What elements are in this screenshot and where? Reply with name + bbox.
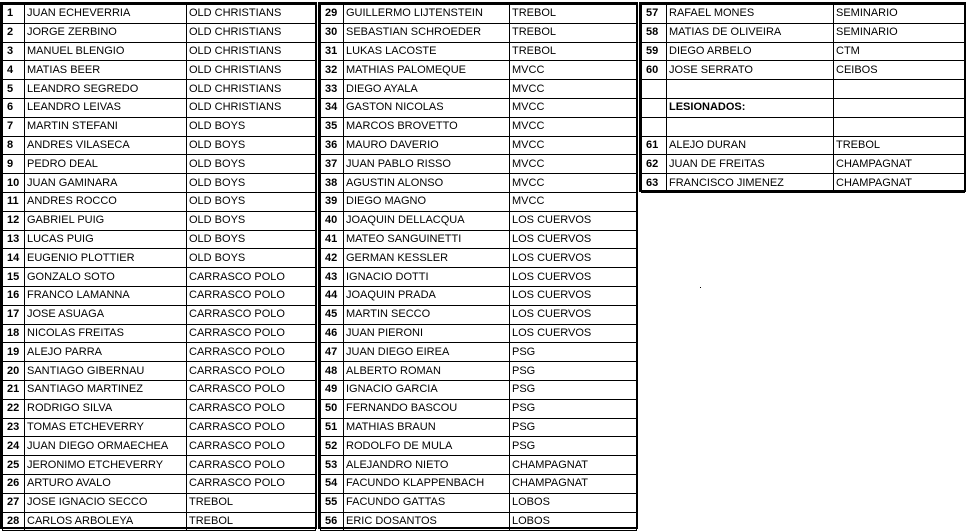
player-club: CHAMPAGNAT (834, 155, 965, 174)
player-name: JOSE ASUAGA (25, 305, 187, 324)
table-row (642, 136, 965, 155)
roster-column-3 (639, 2, 966, 192)
player-club: MVCC (510, 155, 637, 174)
player-club: MVCC (510, 192, 637, 211)
player-name: JUAN GAMINARA (25, 174, 187, 193)
player-club: LOS CUERVOS (510, 286, 637, 305)
player-club: MVCC (510, 136, 637, 155)
player-name: SANTIAGO MARTINEZ (25, 380, 187, 399)
table-row (321, 268, 637, 287)
player-club: OLD BOYS (187, 155, 316, 174)
player-club: OLD CHRISTIANS (187, 5, 316, 24)
table-row (321, 474, 637, 493)
player-number: 16 (3, 286, 25, 305)
player-club: LOS CUERVOS (510, 211, 637, 230)
player-club: OLD BOYS (187, 230, 316, 249)
player-number: 34 (321, 98, 344, 117)
player-club: OLD CHRISTIANS (187, 98, 316, 117)
player-name: CARLOS ARBOLEYA (25, 512, 187, 531)
player-club: TREBOL (834, 136, 965, 155)
player-name: JOAQUIN PRADA (344, 286, 510, 305)
player-number: 26 (3, 474, 25, 493)
player-name: ALEJO PARRA (25, 343, 187, 362)
player-club: SEMINARIO (834, 5, 965, 24)
player-name: MARCOS BROVETTO (344, 117, 510, 136)
table-row (3, 174, 316, 193)
player-club: CARRASCO POLO (187, 305, 316, 324)
table-row (642, 23, 965, 42)
player-club: OLD BOYS (187, 249, 316, 268)
roster-column-1 (0, 2, 317, 529)
player-number: 12 (3, 211, 25, 230)
player-name: JUAN ECHEVERRIA (25, 5, 187, 24)
player-number: 3 (3, 42, 25, 61)
player-name: MATHIAS PALOMEQUE (344, 61, 510, 80)
player-name: FRANCO LAMANNA (25, 286, 187, 305)
player-club: CARRASCO POLO (187, 437, 316, 456)
player-number: 2 (3, 23, 25, 42)
player-club: CHAMPAGNAT (510, 456, 637, 475)
player-club: CHAMPAGNAT (834, 174, 965, 193)
player-name: JOSE IGNACIO SECCO (25, 493, 187, 512)
player-club: LOS CUERVOS (510, 305, 637, 324)
table-row (3, 286, 316, 305)
table-row (321, 437, 637, 456)
player-name: LUKAS LACOSTE (344, 42, 510, 61)
table-row (3, 324, 316, 343)
table-row (321, 136, 637, 155)
player-number: 44 (321, 286, 344, 305)
table-row (321, 117, 637, 136)
player-number: 48 (321, 362, 344, 381)
table-row (321, 249, 637, 268)
player-club: PSG (510, 437, 637, 456)
player-club: CARRASCO POLO (187, 456, 316, 475)
table-row (321, 512, 637, 531)
player-number: 59 (642, 42, 667, 61)
player-number: 37 (321, 155, 344, 174)
player-number: 13 (3, 230, 25, 249)
player-club: LOBOS (510, 512, 637, 531)
player-number: 51 (321, 418, 344, 437)
player-name: TOMAS ETCHEVERRY (25, 418, 187, 437)
blank-cell (667, 80, 834, 99)
player-club: LOS CUERVOS (510, 324, 637, 343)
table-row (3, 399, 316, 418)
table-row (321, 418, 637, 437)
injured-heading-row (642, 98, 965, 117)
player-number: 5 (3, 80, 25, 99)
roster-table-body (3, 5, 316, 531)
table-row (321, 493, 637, 512)
player-number: 7 (3, 117, 25, 136)
player-number: 20 (3, 362, 25, 381)
table-row (3, 61, 316, 80)
player-number: 39 (321, 192, 344, 211)
player-club: PSG (510, 362, 637, 381)
player-club: MVCC (510, 117, 637, 136)
player-number: 23 (3, 418, 25, 437)
table-row (3, 249, 316, 268)
player-name: LEANDRO LEIVAS (25, 98, 187, 117)
player-club: CARRASCO POLO (187, 343, 316, 362)
player-number: 10 (3, 174, 25, 193)
player-name: FERNANDO BASCOU (344, 399, 510, 418)
player-name: JUAN DIEGO EIREA (344, 343, 510, 362)
player-name: IGNACIO GARCIA (344, 380, 510, 399)
player-number: 38 (321, 174, 344, 193)
roster-table-2 (320, 4, 637, 531)
table-row (642, 42, 965, 61)
player-name: MARTIN STEFANI (25, 117, 187, 136)
player-name: MAURO DAVERIO (344, 136, 510, 155)
blank-row (642, 80, 965, 99)
player-name: MANUEL BLENGIO (25, 42, 187, 61)
player-number: 58 (642, 23, 667, 42)
table-row (321, 5, 637, 24)
player-name: MATEO SANGUINETTI (344, 230, 510, 249)
player-number: 55 (321, 493, 344, 512)
player-name: MATHIAS BRAUN (344, 418, 510, 437)
table-row (321, 305, 637, 324)
table-row (3, 192, 316, 211)
player-name: FRANCISCO JIMENEZ (667, 174, 834, 193)
player-name: LUCAS PUIG (25, 230, 187, 249)
table-row (321, 42, 637, 61)
blank-cell (642, 117, 667, 136)
blank-cell (834, 80, 965, 99)
player-number: 60 (642, 61, 667, 80)
player-club: MVCC (510, 80, 637, 99)
player-name: RODOLFO DE MULA (344, 437, 510, 456)
roster-table-1 (2, 4, 316, 531)
player-number: 1 (3, 5, 25, 24)
table-row (3, 117, 316, 136)
player-club: TREBOL (510, 42, 637, 61)
table-row (3, 380, 316, 399)
player-club: TREBOL (187, 512, 316, 531)
roster-table-body (642, 5, 965, 193)
player-name: JOAQUIN DELLACQUA (344, 211, 510, 230)
table-row (321, 324, 637, 343)
player-club: OLD CHRISTIANS (187, 61, 316, 80)
table-row (3, 155, 316, 174)
player-name: GABRIEL PUIG (25, 211, 187, 230)
player-club: CARRASCO POLO (187, 380, 316, 399)
table-row (321, 211, 637, 230)
player-number: 61 (642, 136, 667, 155)
table-row (3, 493, 316, 512)
table-row (3, 512, 316, 531)
player-club: TREBOL (510, 5, 637, 24)
player-club: MVCC (510, 174, 637, 193)
table-row (321, 286, 637, 305)
player-number: 35 (321, 117, 344, 136)
roster-table-body (321, 5, 637, 531)
player-number: 53 (321, 456, 344, 475)
player-name: MATIAS BEER (25, 61, 187, 80)
player-name: DIEGO ARBELO (667, 42, 834, 61)
table-row (3, 42, 316, 61)
player-name: ALEJANDRO NIETO (344, 456, 510, 475)
player-name: NICOLAS FREITAS (25, 324, 187, 343)
player-club: LOS CUERVOS (510, 249, 637, 268)
table-row (3, 305, 316, 324)
player-club: CARRASCO POLO (187, 268, 316, 287)
table-row (642, 61, 965, 80)
table-row (3, 343, 316, 362)
player-name: JUAN DE FREITAS (667, 155, 834, 174)
player-name: JERONIMO ETCHEVERRY (25, 456, 187, 475)
player-number: 22 (3, 399, 25, 418)
player-name: GUILLERMO LIJTENSTEIN (344, 5, 510, 24)
player-name: SEBASTIAN SCHROEDER (344, 23, 510, 42)
player-club: OLD CHRISTIANS (187, 42, 316, 61)
player-name: JUAN PABLO RISSO (344, 155, 510, 174)
player-number: 32 (321, 61, 344, 80)
table-row (3, 437, 316, 456)
player-name: EUGENIO PLOTTIER (25, 249, 187, 268)
player-name: MATIAS DE OLIVEIRA (667, 23, 834, 42)
blank-cell (834, 117, 965, 136)
player-name: JUAN PIERONI (344, 324, 510, 343)
table-row (321, 230, 637, 249)
player-number: 6 (3, 98, 25, 117)
player-number: 47 (321, 343, 344, 362)
table-row (3, 98, 316, 117)
player-club: TREBOL (510, 23, 637, 42)
player-number: 50 (321, 399, 344, 418)
player-club: MVCC (510, 98, 637, 117)
player-name: RAFAEL MONES (667, 5, 834, 24)
player-number: 27 (3, 493, 25, 512)
player-name: IGNACIO DOTTI (344, 268, 510, 287)
player-number: 36 (321, 136, 344, 155)
player-club: PSG (510, 399, 637, 418)
player-club: PSG (510, 418, 637, 437)
player-name: GONZALO SOTO (25, 268, 187, 287)
table-row (3, 230, 316, 249)
player-club: SEMINARIO (834, 23, 965, 42)
player-number: 46 (321, 324, 344, 343)
player-club: LOS CUERVOS (510, 268, 637, 287)
player-number: 24 (3, 437, 25, 456)
player-number: 52 (321, 437, 344, 456)
player-club: PSG (510, 343, 637, 362)
player-number: 56 (321, 512, 344, 531)
table-row (321, 192, 637, 211)
player-number: 8 (3, 136, 25, 155)
player-club: CARRASCO POLO (187, 286, 316, 305)
player-name: MARTIN SECCO (344, 305, 510, 324)
table-row (642, 174, 965, 193)
player-club: PSG (510, 380, 637, 399)
roster-table-3 (641, 4, 965, 193)
table-row (3, 5, 316, 24)
table-row (642, 155, 965, 174)
player-club: MVCC (510, 61, 637, 80)
player-name: ARTURO AVALO (25, 474, 187, 493)
player-club: CEIBOS (834, 61, 965, 80)
player-club: CARRASCO POLO (187, 399, 316, 418)
player-number: 19 (3, 343, 25, 362)
player-name: RODRIGO SILVA (25, 399, 187, 418)
player-name: LEANDRO SEGREDO (25, 80, 187, 99)
player-name: JUAN DIEGO ORMAECHEA (25, 437, 187, 456)
blank-cell (667, 117, 834, 136)
blank-cell (642, 80, 667, 99)
player-number: 25 (3, 456, 25, 475)
player-name: ALBERTO ROMAN (344, 362, 510, 381)
player-club: OLD CHRISTIANS (187, 80, 316, 99)
blank-row (642, 117, 965, 136)
player-number: 45 (321, 305, 344, 324)
player-name: PEDRO DEAL (25, 155, 187, 174)
player-number: 28 (3, 512, 25, 531)
player-number: 18 (3, 324, 25, 343)
table-row (3, 268, 316, 287)
player-name: DIEGO MAGNO (344, 192, 510, 211)
table-row (3, 80, 316, 99)
stray-mark (700, 287, 701, 288)
player-number: 17 (3, 305, 25, 324)
player-number: 21 (3, 380, 25, 399)
table-row (321, 80, 637, 99)
player-club: CHAMPAGNAT (510, 474, 637, 493)
player-number: 54 (321, 474, 344, 493)
table-row (321, 456, 637, 475)
player-number: 33 (321, 80, 344, 99)
player-club: OLD BOYS (187, 211, 316, 230)
table-row (3, 418, 316, 437)
player-number: 11 (3, 192, 25, 211)
player-name: AGUSTIN ALONSO (344, 174, 510, 193)
player-number: 41 (321, 230, 344, 249)
table-row (3, 362, 316, 381)
blank-cell (834, 98, 965, 117)
player-number: 4 (3, 61, 25, 80)
player-club: OLD BOYS (187, 174, 316, 193)
player-number: 30 (321, 23, 344, 42)
player-name: JOSE SERRATO (667, 61, 834, 80)
table-row (321, 23, 637, 42)
player-name: SANTIAGO GIBERNAU (25, 362, 187, 381)
player-number: 40 (321, 211, 344, 230)
table-row (321, 98, 637, 117)
player-club: OLD CHRISTIANS (187, 23, 316, 42)
table-row (321, 362, 637, 381)
roster-column-2 (318, 2, 638, 529)
blank-cell (642, 98, 667, 117)
table-row (3, 474, 316, 493)
injured-heading: LESIONADOS: (667, 98, 834, 117)
player-name: ANDRES VILASECA (25, 136, 187, 155)
player-name: FACUNDO KLAPPENBACH (344, 474, 510, 493)
player-number: 43 (321, 268, 344, 287)
table-row (321, 380, 637, 399)
player-name: GERMAN KESSLER (344, 249, 510, 268)
table-row (321, 61, 637, 80)
player-club: CARRASCO POLO (187, 418, 316, 437)
player-number: 29 (321, 5, 344, 24)
player-club: OLD BOYS (187, 136, 316, 155)
player-number: 42 (321, 249, 344, 268)
player-club: CARRASCO POLO (187, 362, 316, 381)
table-row (3, 456, 316, 475)
player-club: OLD BOYS (187, 192, 316, 211)
table-row (642, 5, 965, 24)
player-number: 15 (3, 268, 25, 287)
player-number: 57 (642, 5, 667, 24)
table-row (321, 155, 637, 174)
player-name: ALEJO DURAN (667, 136, 834, 155)
player-name: FACUNDO GATTAS (344, 493, 510, 512)
table-row (321, 399, 637, 418)
player-name: ERIC DOSANTOS (344, 512, 510, 531)
player-club: CTM (834, 42, 965, 61)
player-number: 62 (642, 155, 667, 174)
player-number: 9 (3, 155, 25, 174)
player-number: 31 (321, 42, 344, 61)
player-number: 14 (3, 249, 25, 268)
player-number: 49 (321, 380, 344, 399)
player-club: CARRASCO POLO (187, 474, 316, 493)
table-row (321, 343, 637, 362)
player-name: ANDRES ROCCO (25, 192, 187, 211)
player-name: GASTON NICOLAS (344, 98, 510, 117)
player-club: OLD BOYS (187, 117, 316, 136)
table-row (321, 174, 637, 193)
player-club: LOBOS (510, 493, 637, 512)
player-name: DIEGO AYALA (344, 80, 510, 99)
table-row (3, 23, 316, 42)
table-row (3, 136, 316, 155)
player-club: TREBOL (187, 493, 316, 512)
table-row (3, 211, 316, 230)
player-name: JORGE ZERBINO (25, 23, 187, 42)
player-club: CARRASCO POLO (187, 324, 316, 343)
player-number: 63 (642, 174, 667, 193)
player-club: LOS CUERVOS (510, 230, 637, 249)
